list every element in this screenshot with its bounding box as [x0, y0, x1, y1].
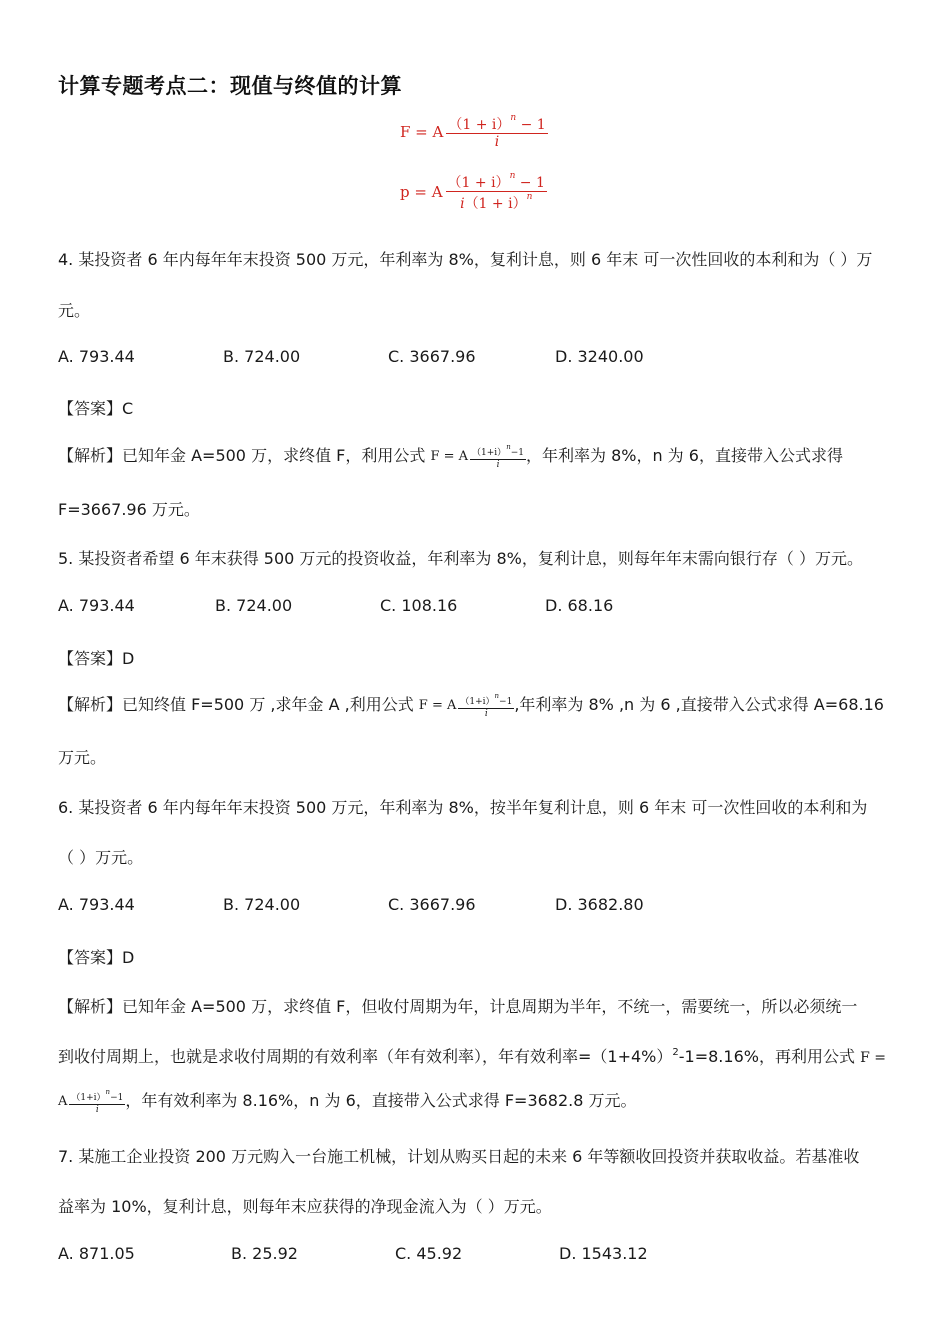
- question-6-text: 6. 某投资者 6 年内每年年末投资 500 万元，年利率为 8%，按半年复利计息，则 6 年末 可一次性回收的本利和为: [58, 798, 868, 817]
- q6-option-b: B. 724.00: [223, 895, 301, 914]
- q4-explanation: 【解析】已知年金 A=500 万，求终值 F，利用公式 F = A $\frac{(1+i)^n-1}{i}$ ，年利率为 8%，n 为 6，直接带入公式求得: [58, 443, 843, 470]
- formula-numerator: $(1 + i)^n - 1$: [448, 113, 546, 133]
- formula-lhs: p = A: [400, 182, 443, 201]
- question-4-text: 4. 某投资者 6 年内每年年末投资 500 万元，年利率为 8%，复利计息，则 6 年末 可一次性回收的本利和为（ ）万: [58, 250, 873, 269]
- q7-option-a: A. 871.05: [58, 1244, 135, 1263]
- q4-option-b: B. 724.00: [223, 347, 301, 366]
- question-5-text: 5. 某投资者希望 6 年末获得 500 万元的投资收益，年利率为 8%，复利计息，则每年年末需向银行存（ ）万元。: [58, 549, 863, 568]
- q6-explanation-cont-2: A $\frac{(1+i)^n-1}{i}$ ，年有效利率为 8.16%，n 为 6，直接带入公式求得 F=3682.8 万元。: [58, 1088, 637, 1115]
- q6-option-c: C. 3667.96: [388, 895, 476, 914]
- question-7-text-cont: 益率为 10%，复利计息，则每年末应获得的净现金流入为（ ）万元。: [58, 1197, 552, 1216]
- formula-denominator: i: [494, 134, 500, 151]
- q4-option-c: C. 3667.96: [388, 347, 476, 366]
- q4-option-a: A. 793.44: [58, 347, 135, 366]
- q4-explanation-cont: F=3667.96 万元。: [58, 500, 200, 519]
- formula-lhs: F = A: [400, 122, 444, 141]
- q5-explanation-cont: 万元。: [58, 748, 107, 767]
- q4-option-d: D. 3240.00: [555, 347, 644, 366]
- q6-option-d: D. 3682.80: [555, 895, 644, 914]
- inline-formula: A $\frac{(1+i)^n-1}{i}$: [58, 1088, 124, 1115]
- q5-option-a: A. 793.44: [58, 596, 135, 615]
- q6-explanation-cont: 到收付周期上，也就是求收付周期的有效利率（年有效利率），年有效利率$=(1+4\%)^2-1=8.16\%$，再利用公式 F =: [58, 1047, 886, 1066]
- question-7-text: 7. 某施工企业投资 200 万元购入一台施工机械，计划从购买日起的未来 6 年等额收回投资并获取收益。若基准收: [58, 1147, 860, 1166]
- q5-option-b: B. 724.00: [215, 596, 293, 615]
- formula-numerator: $(1 + i)^n - 1$: [447, 171, 545, 191]
- q6-explanation: 【解析】已知年金 A=500 万，求终值 F，但收付周期为年，计息周期为半年，不统一，需要统一，所以必须统一: [58, 997, 858, 1016]
- q7-option-b: B. 25.92: [231, 1244, 298, 1263]
- formula-fraction: [446, 113, 547, 150]
- q4-answer: 【答案】C: [58, 399, 134, 418]
- inline-formula: F = A $\frac{(1+i)^n-1}{i}$: [430, 443, 524, 470]
- formula-denominator: $i(1 + i)^n$: [460, 192, 533, 213]
- question-6-text-cont: （ ）万元。: [58, 848, 144, 867]
- q6-answer: 【答案】D: [58, 948, 135, 967]
- q5-explanation: 【解析】已知终值 F=500 万 ,求年金 A ,利用公式 F = A $\frac{(1+i)^n-1}{i}$ ,年利率为 8% ,n 为 6 ,直接带入公式求得 A=68.16: [58, 692, 884, 719]
- q5-option-d: D. 68.16: [545, 596, 614, 615]
- formula-future-value: [400, 113, 548, 150]
- formula-present-value: [400, 171, 547, 212]
- formula-fraction: [446, 171, 547, 212]
- q6-option-a: A. 793.44: [58, 895, 135, 914]
- q5-option-c: C. 108.16: [380, 596, 458, 615]
- inline-formula: F = A $\frac{(1+i)^n-1}{i}$: [418, 692, 513, 719]
- q5-answer: 【答案】D: [58, 649, 135, 668]
- q7-option-c: C. 45.92: [395, 1244, 463, 1263]
- page-title: 计算专题考点二：现值与终值的计算: [58, 74, 402, 98]
- question-4-text-cont: 元。: [58, 301, 91, 320]
- q7-option-d: D. 1543.12: [559, 1244, 648, 1263]
